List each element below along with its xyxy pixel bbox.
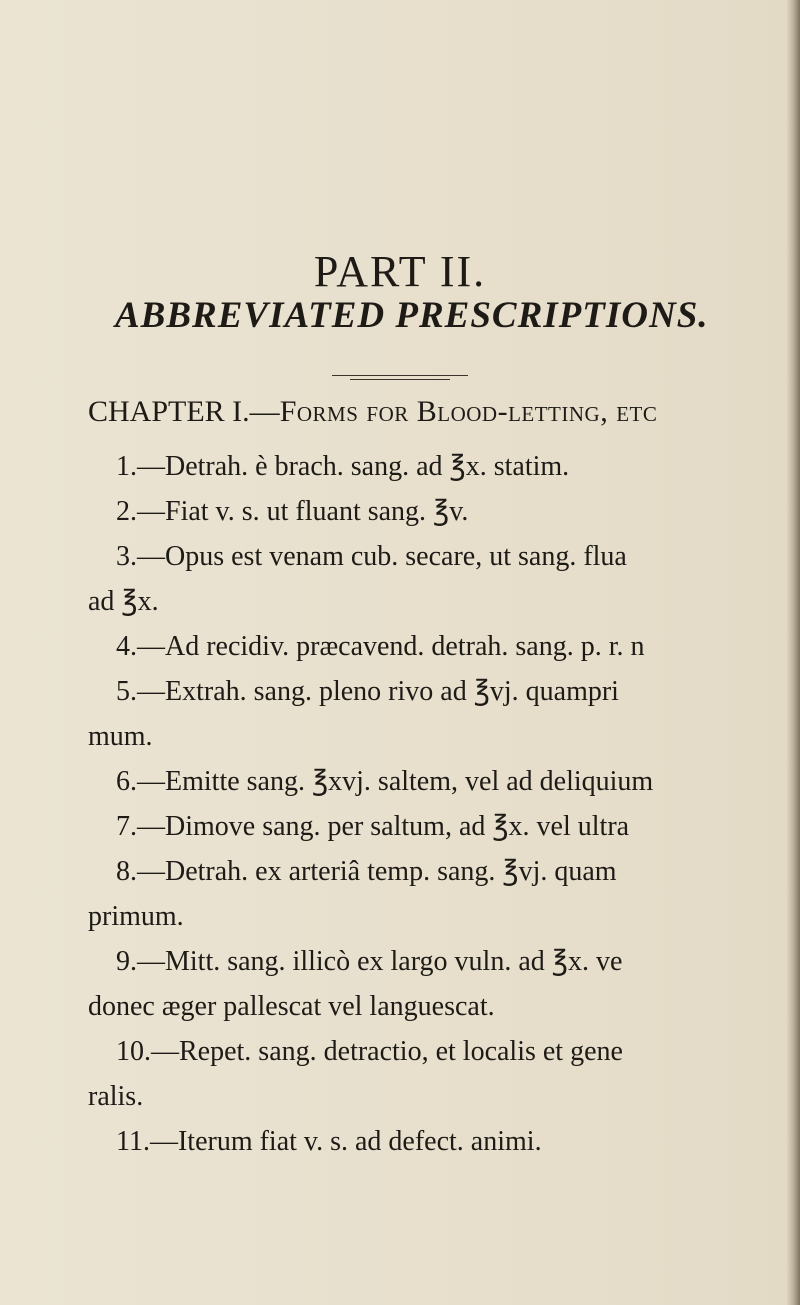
prescription-number: 8.— [116,856,165,887]
prescription-text: Dimove sang. per saltum, ad ℥x. vel ultra [165,811,630,842]
page-edge-shadow [786,0,800,1305]
prescription-item [88,1029,795,1074]
prescription-item [88,534,795,579]
prescription-continuation: ad ℥x. [88,586,159,617]
prescription-number: 7.— [116,811,165,842]
chapter-title: Forms for Blood-letting, etc [279,395,658,428]
prescription-number: 6.— [116,766,165,797]
prescription-item [88,759,795,804]
prescription-number: 4.— [116,631,165,662]
prescription-item [88,939,795,984]
prescription-text: Emitte sang. ℥xvj. saltem, vel ad deliquium [165,766,654,797]
prescription-item [88,489,795,534]
section-title: ABBREVIATED PRESCRIPTIONS. [115,295,709,336]
prescription-list [88,444,795,1164]
prescription-text: Mitt. sang. illicò ex largo vuln. ad ℥x. ve [165,946,623,977]
prescription-text: Opus est venam cub. secare, ut sang. flua [165,541,627,572]
prescription-text: Detrah. ex arteriâ temp. sang. ℥vj. quam [165,856,617,887]
prescription-number: 1.— [116,451,165,482]
prescription-number: 9.— [116,946,165,977]
prescription-item [88,669,795,714]
prescription-continuation: mum. [88,721,153,752]
prescription-item [88,804,795,849]
prescription-continuation: ralis. [88,1081,144,1112]
part-heading: PART II. [313,247,487,296]
prescription-text: Detrah. è brach. sang. ad ℥x. statim. [165,451,570,482]
prescription-item [88,444,795,489]
prescription-text: Fiat v. s. ut fluant sang. ℥v. [165,496,469,527]
divider-rule [332,375,468,376]
prescription-text: Repet. sang. detractio, et localis et gene [179,1036,623,1067]
prescription-item [88,624,795,669]
prescription-text: Iterum fiat v. s. ad defect. animi. [177,1126,542,1157]
divider-rule-lower [350,379,450,380]
prescription-text: Ad recidiv. præcavend. detrah. sang. p. r. n [165,631,645,662]
prescription-continuation: donec æger pallescat vel languescat. [88,991,495,1022]
prescription-item [88,1119,795,1164]
prescription-text: Extrah. sang. pleno rivo ad ℥vj. quampri [165,676,619,707]
prescription-item [88,849,795,894]
prescription-number: 3.— [116,541,165,572]
prescription-number: 2.— [116,496,165,527]
prescription-number: 11.— [116,1126,178,1157]
prescription-continuation: primum. [88,901,184,932]
prescription-number: 10.— [116,1036,179,1067]
prescription-number: 5.— [116,676,165,707]
chapter-label: CHAPTER I.— [88,395,280,428]
chapter-heading [88,395,798,429]
